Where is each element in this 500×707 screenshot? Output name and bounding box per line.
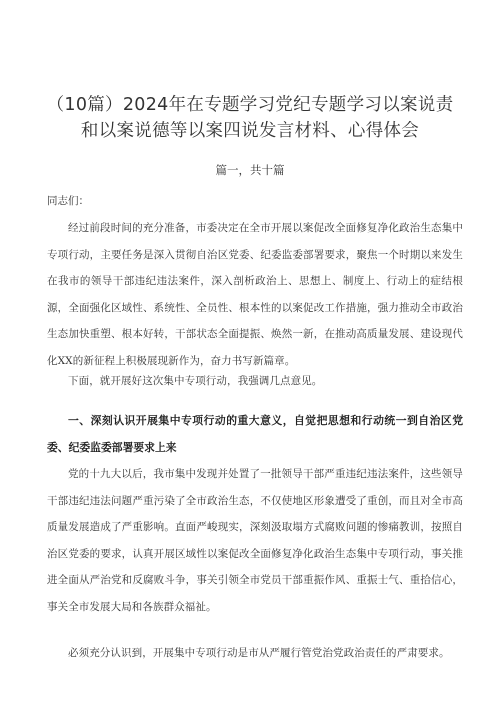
section-heading: 一、深刻认识开展集中专项行动的重大意义，自觉把思想和行动统一到自治区党委、纪委监委部署要求上来 [47, 414, 463, 454]
body-paragraph: 经过前段时间的充分准备，市委决定在全市开展以案促改全面修复净化政治生态集中专项行动，主要任务是深入贯彻自治区党委、纪委监委部署要求，聚焦一个时期以来发生在我市的领导干部违纪违法案件，深入剖析政治上、思想上、制度上、行动上的症结根源，全面强化区域性、系统性、全员性、根本性的以案促改工作措施，强力推动全市政治生态加快重塑、根本好转，干部状态全面提振、焕然一新，在推动高质量发展、建设现代化XX的新征程上积极展现新作为，奋力书写新篇章。 [47, 222, 463, 367]
body-paragraph: 党的十九大以后，我市集中发现并处置了一批领导干部严重违纪违法案件，这些领导干部违纪违法问题严重污染了全市政治生态，不仅使地区形象遭受了重创，而且对全市高质量发展造成了严重影响。直面严峻现实，深刻汲取塌方式腐败问题的惨痛教训，按照自治区党委的要求，认真开展区域性以案促改全面修复净化政治生态集中专项行动，事关推进全面从严治党和反腐败斗争，事关引领全市党员干部重振作风、重振士气、重拾信心，事关全市发展大局和各族群众福祉。 [47, 468, 463, 613]
salutation: 同志们： [47, 195, 89, 207]
body-paragraph: 必须充分认识到，开展集中专项行动是市从严履行管党治党政治责任的严肃要求。 [68, 647, 450, 659]
section-label: 篇一，共十篇 [215, 163, 285, 177]
body-paragraph: 下面，就开展好这次集中专项行动，我强调几点意见。 [68, 375, 323, 387]
document-title: （10篇）2024年在专题学习党纪专题学习以案说责和以案说德等以案四说发言材料、心得体会 [46, 95, 454, 141]
